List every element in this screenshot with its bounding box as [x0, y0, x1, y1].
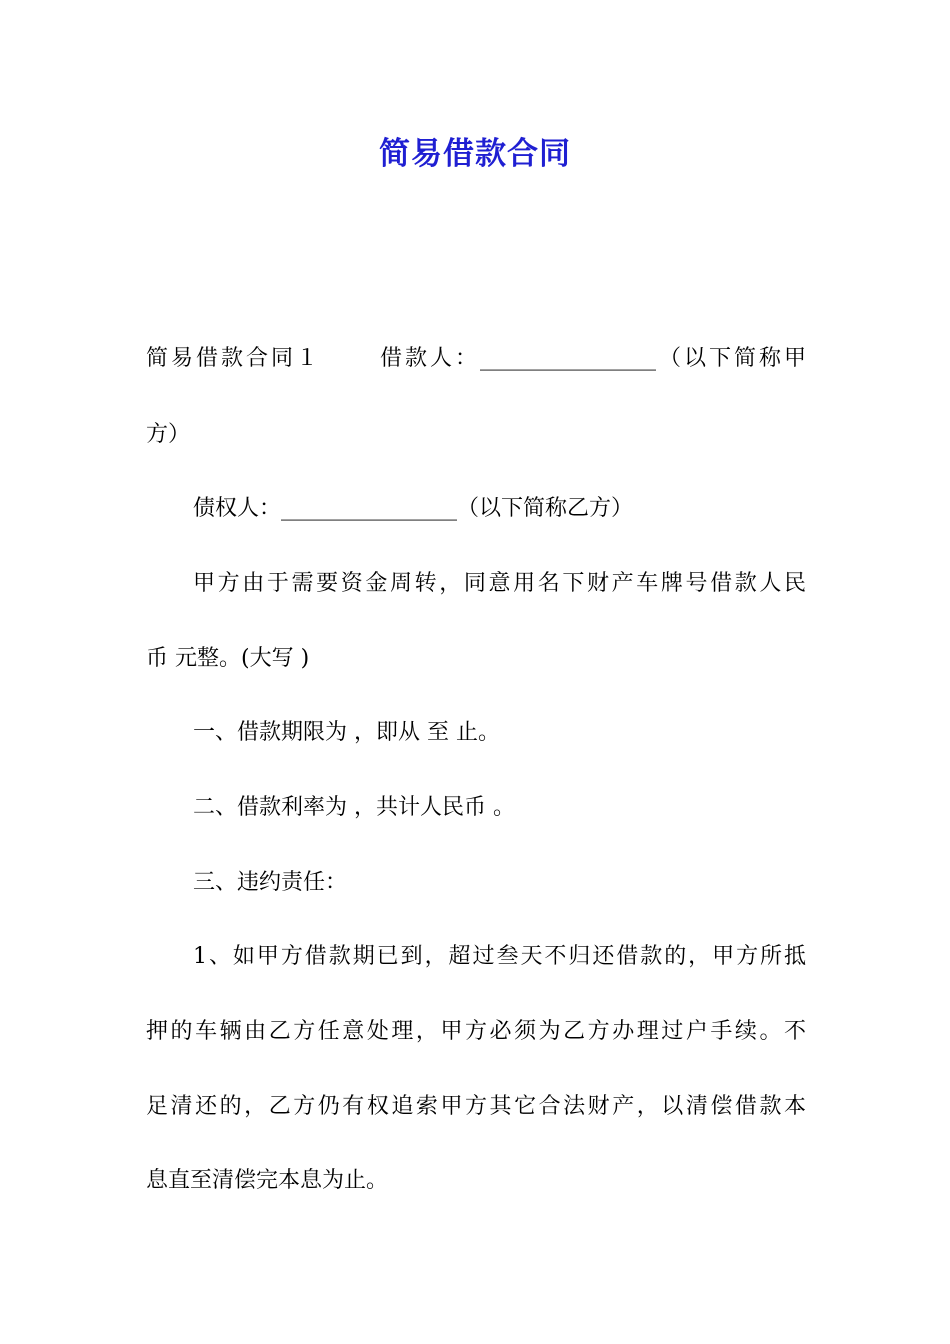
party-b-note: （以下简称乙方）: [457, 496, 634, 521]
paragraph-line-5: 币 元整。(大写 ): [146, 646, 310, 671]
paragraph-line-3: [193, 494, 806, 524]
paragraph-line-10: 押的车辆由乙方任意处理，甲方必须为乙方办理过户手续。不: [146, 1019, 806, 1044]
paragraph-line-9: 1、如甲方借款期已到，超过叁天不归还借款的，甲方所抵: [193, 944, 806, 969]
contract-number: 简易借款合同１: [146, 346, 321, 371]
paragraph-line-1: [146, 344, 806, 374]
party-a-note: （以下简称甲: [655, 346, 806, 371]
paragraph-line-4: 甲方由于需要资金周转，同意用名下财产车牌号借款人民: [193, 571, 806, 596]
paragraph-line-11: 足清还的，乙方仍有权追索甲方其它合法财产，以清偿借款本: [146, 1094, 806, 1119]
creditor-blank: ________________: [281, 496, 458, 521]
document-title: 简易借款合同: [379, 136, 571, 172]
paragraph-line-12: 息直至清偿完本息为止。: [146, 1168, 389, 1193]
borrower-label: 借款人：: [376, 346, 480, 371]
paragraph-line-2: 方）: [146, 422, 191, 447]
paragraph-line-6: 一、借款期限为 ，即从 至 止。: [193, 720, 500, 745]
paragraph-line-7: 二、借款利率为 ，共计人民币 。: [193, 795, 515, 820]
creditor-label: 债权人：: [193, 496, 282, 521]
borrower-blank: ________________: [479, 346, 656, 371]
paragraph-line-8: 三、违约责任：: [193, 870, 348, 895]
